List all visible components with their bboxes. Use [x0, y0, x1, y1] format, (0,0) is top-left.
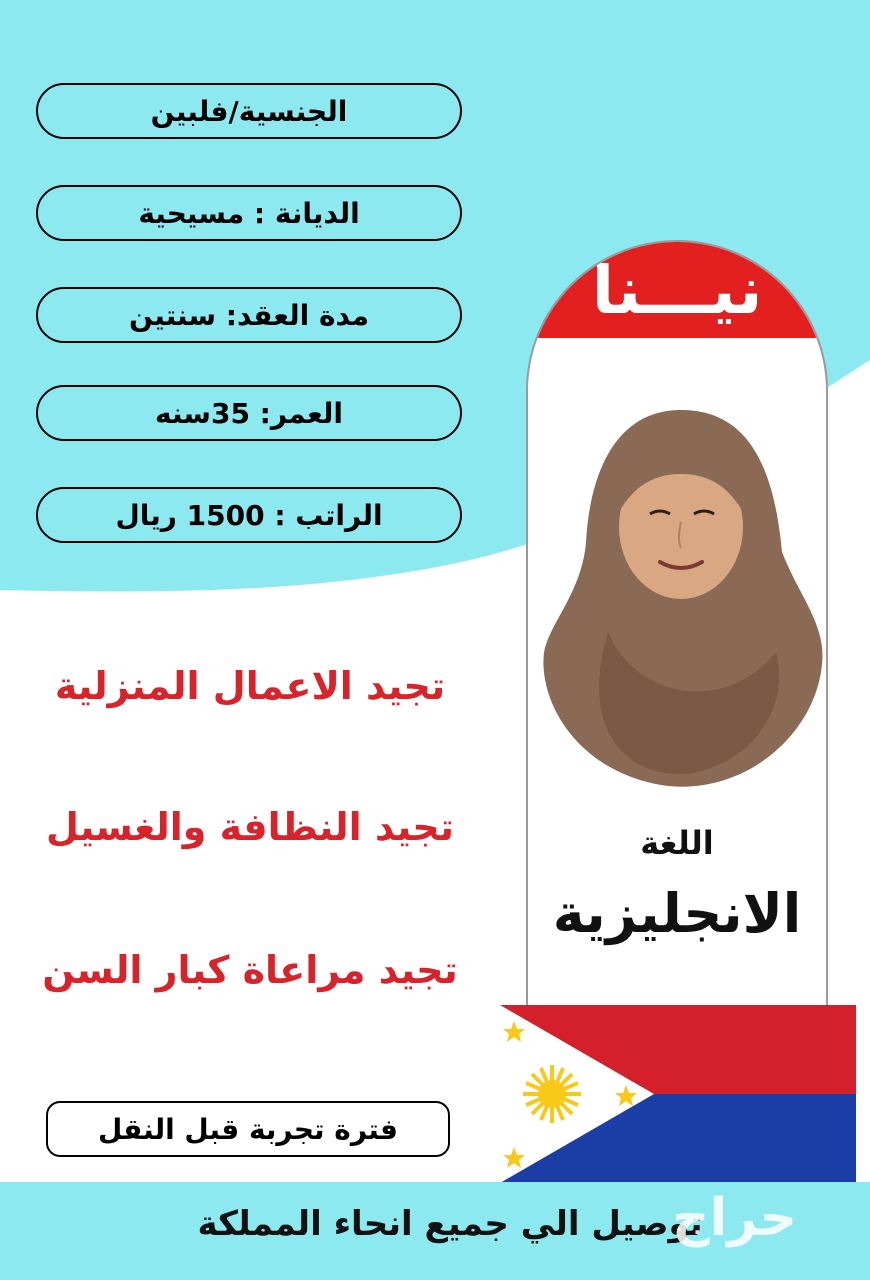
name-divider: [528, 338, 826, 344]
watermark-text: حراج: [672, 1188, 798, 1248]
nationality-text: الجنسية/فلبين: [150, 94, 348, 128]
religion-text: الديانة : مسيحية: [138, 196, 360, 230]
contract-duration-text: مدة العقد: سنتين: [129, 298, 369, 332]
salary-pill: [36, 487, 462, 543]
worker-name: نيـــنا: [591, 251, 763, 329]
profile-card: [526, 240, 828, 1010]
name-band: [528, 242, 826, 338]
trial-period-text: فترة تجربة قبل النقل: [98, 1112, 399, 1146]
age-pill: [36, 385, 462, 441]
skill-housework: تجيد الاعمال المنزلية: [54, 664, 446, 708]
trial-period-box: [46, 1101, 450, 1157]
language-value: الانجليزية: [552, 882, 802, 945]
philippines-flag-icon: [500, 1005, 856, 1183]
person-photo: [538, 402, 824, 792]
contract-duration-pill: [36, 287, 462, 343]
nationality-pill: [36, 83, 462, 139]
age-text: العمر: 35سنه: [155, 396, 343, 430]
salary-text: الراتب : 1500 ريال: [115, 498, 383, 532]
language-label: اللغة: [640, 824, 714, 862]
skill-elderly-care: تجيد مراعاة كبار السن: [42, 948, 458, 992]
skill-cleaning: تجيد النظافة والغسيل: [45, 805, 455, 849]
religion-pill: [36, 185, 462, 241]
delivery-text: توصيل الي جميع انحاء المملكة: [197, 1204, 703, 1244]
